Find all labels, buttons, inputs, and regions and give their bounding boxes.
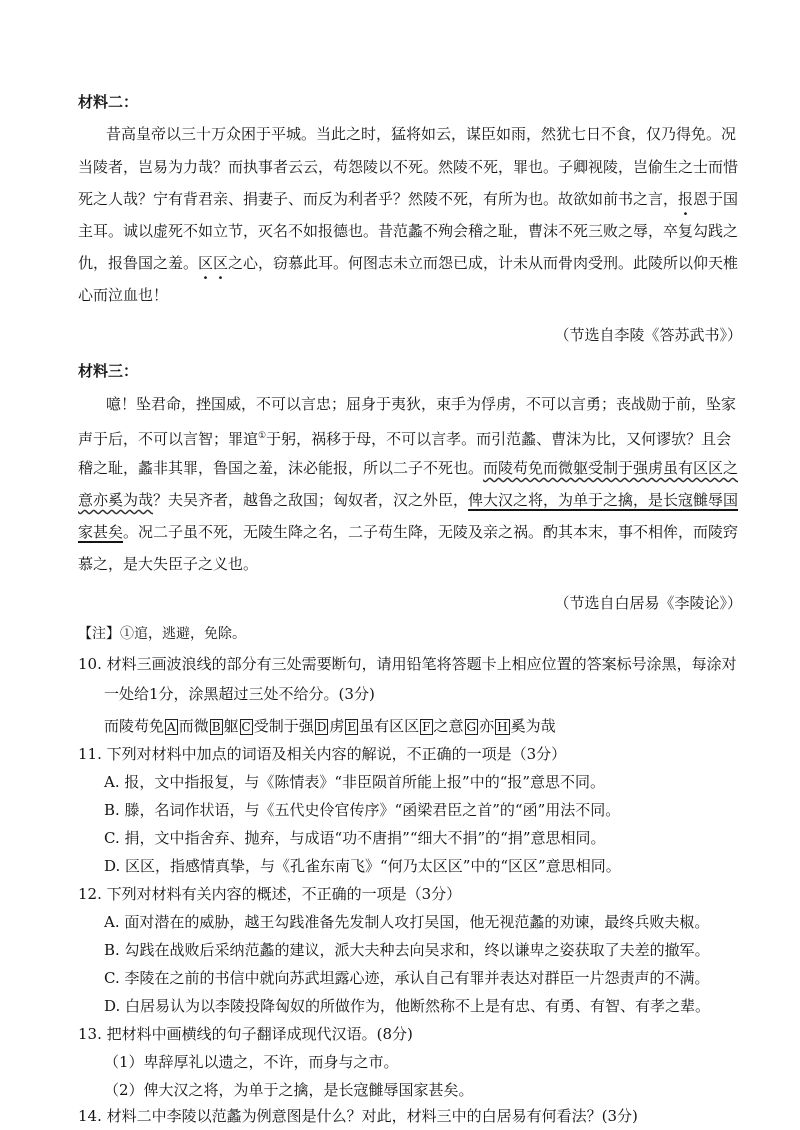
- straight-underline-text-2: 家甚矣: [78, 523, 124, 541]
- q12-option-c[interactable]: C. 李陵在之前的书信中就向苏武坦露心迹，承认自己有罪并表达对群臣一片怨责声的不满。: [104, 969, 710, 987]
- answer-mark-f[interactable]: F: [422, 720, 431, 734]
- dotted-char-qu-2: 区: [213, 254, 229, 272]
- q13-sentence-1: （1）卑辞厚礼以遗之，不许，而身与之市。: [104, 1053, 399, 1071]
- answer-mark-a[interactable]: A: [167, 720, 176, 734]
- material-2-line-6: 心而泣血也！: [78, 286, 169, 304]
- straight-underline-text-1: 俾大汉之将，为单于之擒，是长寇雠辱国: [468, 491, 739, 509]
- material-2-line-3: 死之人哉？宁有背君亲、捐妻子、而反为利者乎？然陵不死，有所为也。故欲如前书之言，报恩于国: [78, 190, 739, 208]
- material-3-source: （节选自白居易《李陵论》）: [554, 594, 742, 612]
- wavy-underline-text-1: 而陵苟免而微躯受制于强虏虽有区区之: [483, 459, 739, 477]
- dotted-char-qu-1: 区: [198, 254, 214, 272]
- material-2-source: （节选自李陵《答苏武书》）: [554, 326, 742, 344]
- q12-option-b[interactable]: B. 勾践在战败后采纳范蠡的建议，派大夫种去向吴求和，终以谦卑之姿获取了夫差的撤军。: [104, 941, 710, 959]
- answer-mark-d[interactable]: D: [316, 720, 327, 734]
- material-2-line-5: 仇，报鲁国之羞。区区之心，窃慕此耳。何图志未立而怨已成，计未从而骨肉受刑。此陵所以仰天椎: [78, 254, 739, 272]
- material-3-line-6: 慕之，是大失臣子之义也。: [78, 555, 259, 573]
- q10-stem-line-2: 一处给1分，涂黑超过三处不给分。(3分): [104, 685, 375, 703]
- material-2-line-1: 昔高皇帝以三十万众困于平城。当此之时，猛将如云，谋臣如雨，然犹七日不食，仅乃得免。况: [106, 125, 737, 143]
- material-3-line-3: 稽之耻，蠡非其罪，鲁国之羞，沫必能报，所以二子不死也。而陵苟免而微躯受制于强虏虽有区区之: [78, 459, 739, 477]
- q11-option-c[interactable]: C. 捐，文中指舍弃、抛弃，与成语“功不唐捐”“细大不捐”的“捐”意思相同。: [104, 829, 606, 847]
- q13-sentence-2: （2）俾大汉之将，为单于之擒，是长寇雠辱国家甚矣。: [104, 1081, 474, 1099]
- material-3-line-5: 家甚矣。况二子虽不死，无陵生降之名，二子苟生降，无陵及亲之祸。酌其本末，事不相侔，而陵窍: [78, 523, 739, 541]
- material-2-line-2: 当陵者，岂易为力哉？而执事者云云，苟怨陵以不死。然陵不死，罪也。子卿视陵，岂偷生之士而惜: [78, 158, 739, 176]
- material-3-line-1: 噫！坠君命，挫国威，不可以言忠；屈身于夷狄，束手为俘虏，不可以言勇；丧战勋于前，坠家: [106, 395, 737, 413]
- q13-stem: 13. 把材料中画横线的句子翻译成现代汉语。(8分): [78, 1025, 413, 1043]
- answer-mark-h[interactable]: H: [497, 720, 508, 734]
- footnote: 【注】①逭，逃避，免除。: [78, 626, 246, 642]
- q12-stem: 12. 下列对材料有关内容的概述，不正确的一项是（3分）: [78, 885, 462, 903]
- material-3-heading: 材料三：: [78, 362, 139, 380]
- q11-stem: 11. 下列对材料中加点的词语及相关内容的解说，不正确的一项是（3分）: [78, 745, 567, 763]
- q10-stem-line-1: 10. 材料三画波浪线的部分有三处需要断句，请用铅笔将答题卡上相应位置的答案标号涂黑，每涂对: [78, 655, 737, 673]
- material-2-line-4: 主耳。诚以虚死不如立节，灭名不如报德也。昔范蠡不殉会稽之耻，曹沫不死三败之辱，卒复勾践之: [78, 222, 739, 240]
- wavy-underline-text-2: 意亦奚为哉: [78, 491, 154, 509]
- answer-mark-e[interactable]: E: [347, 720, 357, 734]
- q11-option-a[interactable]: A. 报，文中指报复，与《陈情表》“非臣陨首所能上报”中的“报”意思不同。: [104, 773, 606, 791]
- q12-option-a[interactable]: A. 面对潜在的威胁，越王勾践准备先发制人攻打吴国，他无视范蠡的劝谏，最终兵败夫椒。: [104, 913, 710, 931]
- answer-mark-b[interactable]: B: [211, 720, 221, 734]
- answer-mark-c[interactable]: C: [241, 720, 251, 734]
- q11-option-b[interactable]: B. 滕，名词作状语，与《五代史伶官传序》“函梁君臣之首”的“函”用法不同。: [104, 801, 621, 819]
- q10-option-sentence: 而陵苟免 A 而微 B 躯 C 受制于强 D 虏 E 虽有区区 F 之意 G 亦 H 奚为哉: [104, 717, 556, 735]
- answer-mark-g[interactable]: G: [466, 720, 477, 734]
- q11-option-d[interactable]: D. 区区，指感情真挚，与《孔雀东南飞》“何乃太区区”中的“区区”意思相同。: [104, 857, 621, 875]
- q14-stem: 14. 材料二中李陵以范蠡为例意图是什么？对此，材料三中的白居易有何看法？(3分): [78, 1107, 638, 1125]
- material-3-line-4: 意亦奚为哉？夫吴齐者，越鲁之敌国；匈奴者，汉之外臣，俾大汉之将，为单于之擒，是长寇雠辱国: [78, 491, 739, 509]
- footnote-marker: ①: [258, 431, 267, 441]
- dotted-char-bao: 报: [678, 190, 694, 208]
- material-3-line-2: 声于后，不可以言智；罪逭①于躬，祸移于母，不可以言孝。而引范蠡、曹沫为比，又何谬欤？且会: [78, 430, 732, 448]
- material-2-heading: 材料二：: [78, 93, 139, 111]
- q12-option-d[interactable]: D. 白居易认为以李陵投降匈奴的所做作为，他断然称不上是有忠、有勇、有智、有孝之辈。: [104, 997, 711, 1015]
